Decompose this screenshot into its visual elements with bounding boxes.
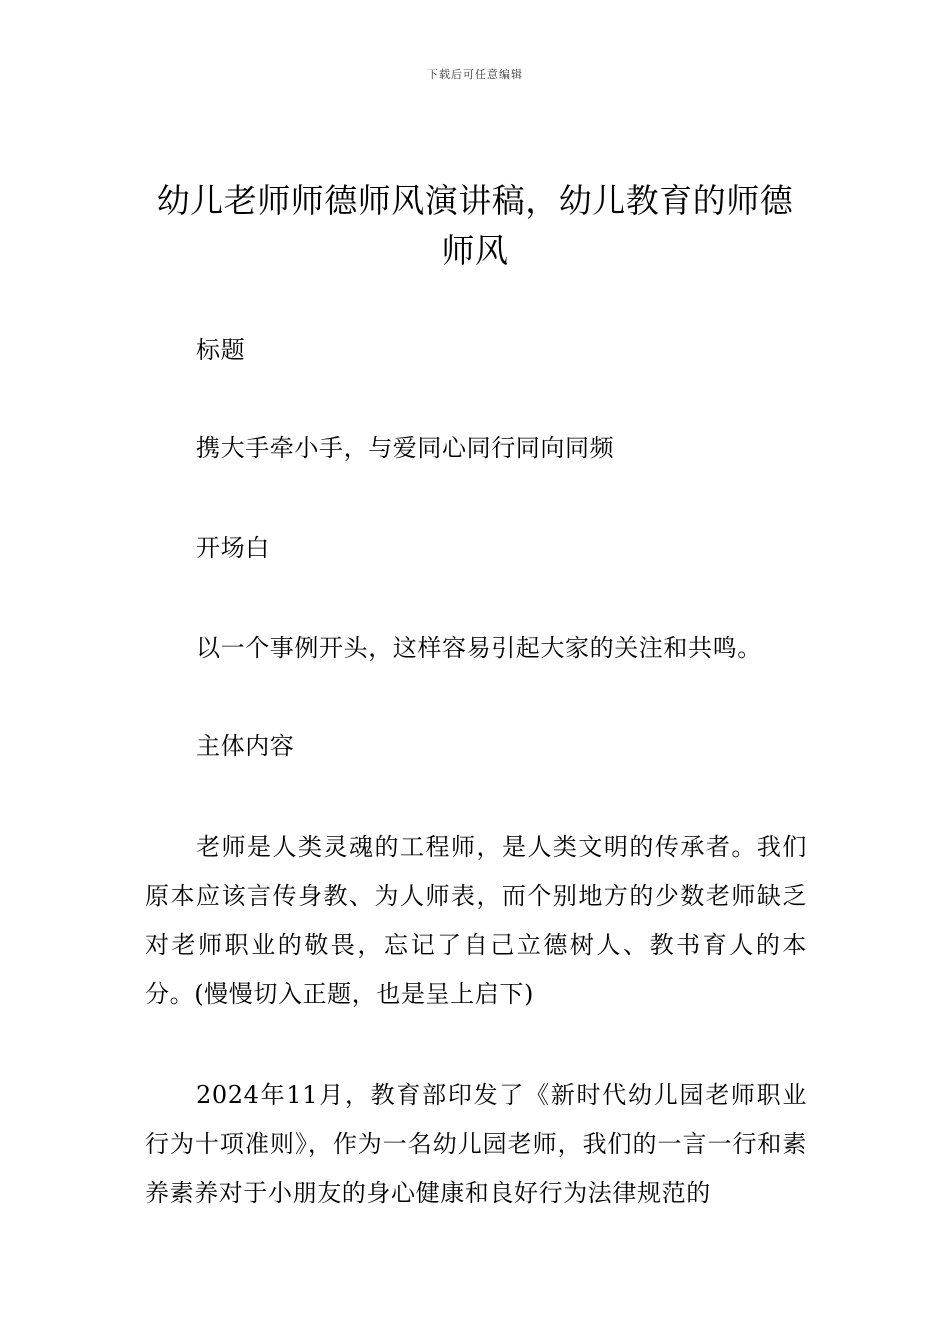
paragraph-heading-body: 主体内容 [196,732,295,760]
paragraph-opening-text: 以一个事例开头，这样容易引起大家的关注和共鸣。 [196,634,762,662]
paragraph-body-text: 老师是人类灵魂的工程师，是人类文明的传承者。我们原本应该言传身教、为人师表，而个别地方的少数老师缺乏对老师职业的敬畏，忘记了自己立德树人、教书育人的本分。(慢慢切入正题，也是呈上启下) [145,833,807,1008]
paragraph-heading-opening: 开场白 [196,534,270,562]
paragraph-heading-title: 标题 [196,336,246,364]
header-note: 下载后可任意编辑 [427,68,523,81]
paragraph-speech-title: 携大手牵小手，与爱同心同行同向同频 [196,434,615,462]
document-title: 幼儿老师师德师风演讲稿，幼儿教育的师德师风 [156,181,794,270]
paragraph-body-text-2: 2024年11月，教育部印发了《新时代幼儿园老师职业行为十项准则》，作为一名幼儿园老师，我们的一言一行和素养素养对于小朋友的身心健康和良好行为法律规范的 [145,1081,807,1207]
